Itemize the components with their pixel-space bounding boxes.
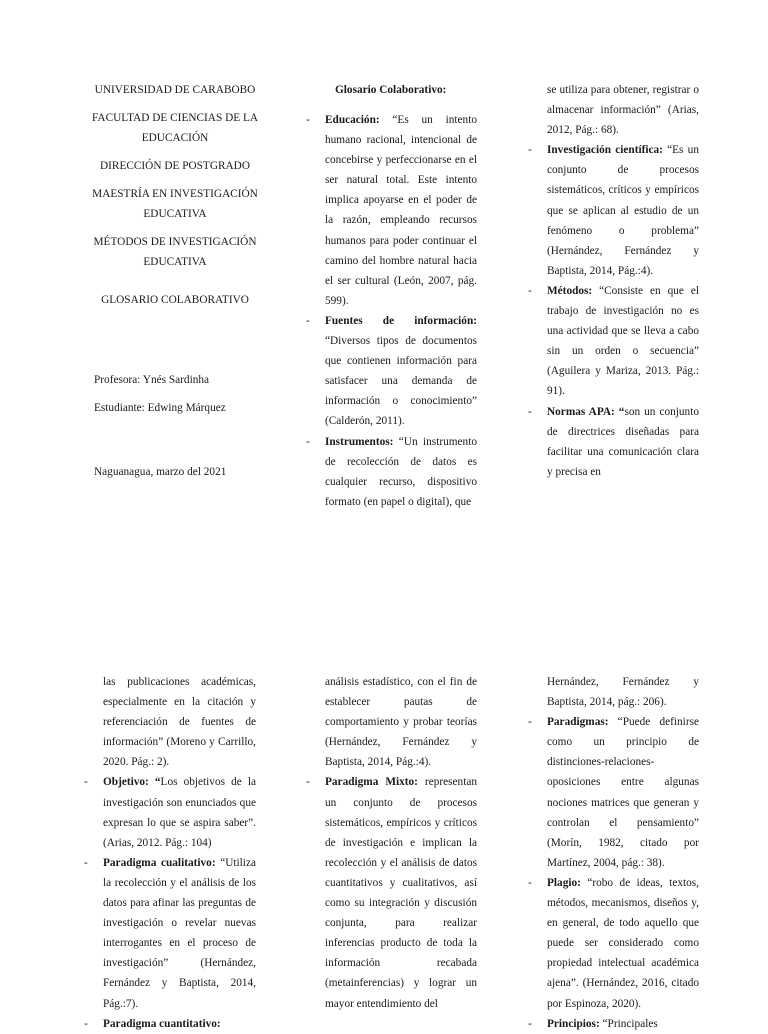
entry-term: Principios: [547, 1017, 600, 1030]
document-title: GLOSARIO COLABORATIVO [101, 294, 249, 306]
glossary-entry [547, 712, 699, 873]
entry-term: Paradigma Mixto: [325, 776, 418, 789]
entry-term: Investigación científica: [547, 144, 663, 157]
glossary-entry [325, 311, 477, 432]
glossary-entry [325, 110, 477, 311]
entry-text: “Un instrumento de recolección de datos es cualquier recurso, dispositivo formato (en papel o digital), que [325, 435, 477, 508]
entry-text: “Diversos tipos de documentos que contienen información para satisfacer una demanda de información o conocimiento” (Calderón, 2011). [325, 335, 477, 428]
entry-term: Instrumentos: [325, 435, 394, 448]
entry-continuation: análisis estadístico, con el fin de establecer pautas de comportamiento y probar teorías (Hernández, Fernández y Baptista, 2014, Pág.:4). [325, 676, 477, 769]
entry-text: “robo de ideas, textos, métodos, mecanismos, diseños y, en general, de todo aquello que puede ser considerado como propiedad intelectual académica ajena”. (Hernández, 2016, citado por Espinoza, 2020). [547, 876, 699, 1010]
entry-text: “Utiliza la recolección y el análisis de los datos para afinar las preguntas de investigación o revelar nuevas interrogantes en el proceso de investigación” (Hernández, Fernández y Baptista, 2014, Pág.:7). [103, 856, 256, 1010]
program-name: MAESTRÍA EN INVESTIGACIÓN EDUCATIVA [92, 188, 258, 220]
glossary-entry [325, 772, 477, 1013]
entry-term: Paradigmas: [547, 716, 609, 729]
glossary-entry [547, 140, 699, 281]
glossary-column-5 [547, 672, 699, 1034]
glossary-entry [325, 432, 477, 512]
glossary-column-3 [103, 672, 256, 1034]
entry-text: “Es un conjunto de procesos sistemáticos, críticos y empíricos que se aplican al estudio de un fenómeno o problema” (Hernández, Fernández y Baptista, 2014, Pág.:4). [547, 144, 699, 277]
faculty-name: FACULTAD DE CIENCIAS DE LA EDUCACIÓN [91, 112, 259, 144]
entry-term: Paradigma cuantitativo: [103, 1017, 221, 1030]
professor-line: Profesora: Ynés Sardinha [94, 374, 210, 386]
entry-term: Métodos: [547, 284, 593, 297]
student-line: Estudiante: Edwing Márquez [94, 402, 226, 414]
university-name: UNIVERSIDAD DE CARABOBO [94, 84, 256, 96]
entry-term: Paradigma cualitativo: [103, 856, 216, 869]
entry-text: Los objetivos de la investigación son enunciados que expresan lo que se aspira saber”. (Arias, 2012. Pág.: 104) [103, 776, 256, 849]
entry-term: Plagio: [547, 876, 581, 889]
entry-text: “Principales [599, 1017, 658, 1030]
entry-continuation: se utiliza para obtener, registrar o almacenar información” (Arias, 2012, Pág.: 68). [547, 84, 699, 137]
document-page-2 [0, 600, 768, 1030]
glossary-column-4 [325, 672, 477, 1014]
glossary-entry [547, 873, 699, 1014]
entry-text: “Es un intento humano racional, intencional de concebirse y perfeccionarse en el ser natural total. Este intento implica apoyarse en el poder de la razón, empleando recursos humanos para poder continuar el camino del hombre natural hacia el ser cultural (León, 2007, pág. 599). [325, 114, 477, 307]
entry-continuation: las publicaciones académicas, especialmente en la citación y referenciación de fuentes de información” (Moreno y Carrillo, 2020. Pág.: 2). [103, 676, 256, 769]
entry-continuation: Hernández, Fernández y Baptista, 2014, pág.: 206). [547, 676, 699, 709]
direction-name: DIRECCIÓN DE POSTGRADO [99, 160, 250, 172]
glossary-entry [103, 772, 256, 852]
glossary-column-1 [325, 80, 477, 512]
cover-block [70, 80, 280, 490]
entry-text: “Consiste en que el trabajo de investigación no es una actividad que se lleva a cabo sin un orden o secuencia” (Aguilera y Mariza, 2013. Pág.: 91). [547, 284, 699, 398]
glossary-entry [547, 281, 699, 402]
entry-term: Educación: [325, 114, 380, 126]
entry-text: son un conjunto de directrices diseñadas para facilitar una comunicación clara y precisa en [547, 405, 699, 478]
entry-text: representan un conjunto de procesos sistemáticos, empíricos y críticos de investigación e implican la recolección y el análisis de datos cuantitativos y cualitativos, así como su integración y discusión conjunta, para realizar inferencias producto de toda la información recabada (metainferencias) y lograr un mayor entendimiento del [325, 776, 477, 1010]
course-name: MÉTODOS DE INVESTIGACIÓN EDUCATIVA [93, 236, 257, 268]
glossary-entry [103, 853, 256, 1014]
entry-term: Objetivo: “ [103, 776, 161, 789]
glossary-heading: Glosario Colaborativo: [335, 84, 447, 96]
entry-text: “Puede definirse como un principio de distinciones-relaciones-oposiciones entre algunas nociones matrices que generan y controlan el pensamiento” (Morín, 1982, citado por Martínez, 2004, pág.: 38). [547, 716, 699, 869]
glossary-column-2 [547, 80, 699, 482]
place-date-line: Naguanagua, marzo del 2021 [94, 466, 227, 478]
glossary-entry [547, 402, 699, 482]
entry-term: Normas APA: “ [547, 405, 625, 418]
entry-term: Fuentes de información: [325, 314, 477, 327]
